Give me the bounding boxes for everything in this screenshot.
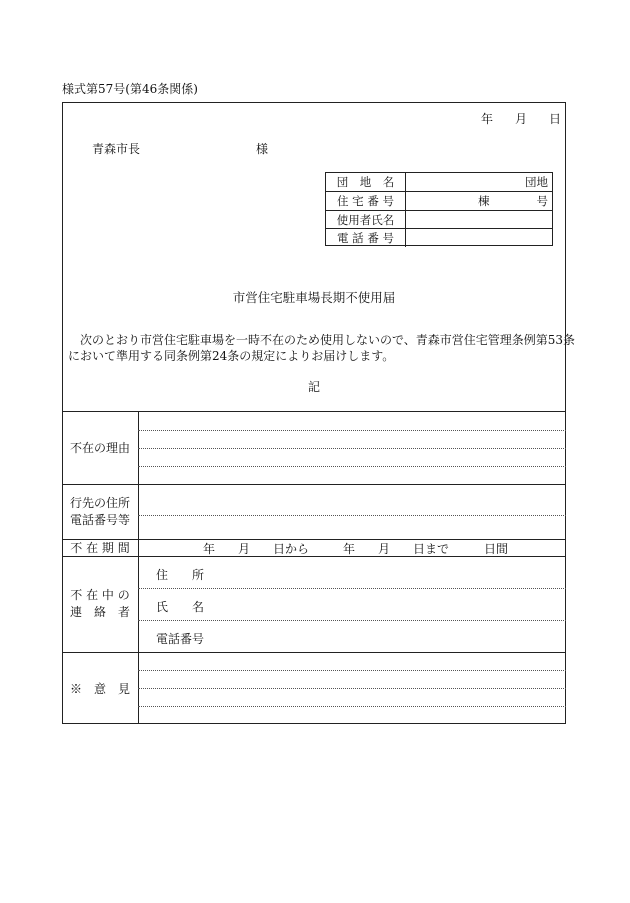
reason-line-3[interactable] [138,466,566,467]
phone-label: 電 話 番 号 [326,229,406,247]
body-text-line1: 次のとおり市営住宅駐車場を一時不在のため使用しないので、青森市営住宅管理条例第53条 [68,333,576,347]
building-suffix: 棟 [478,194,490,208]
danchi-label: 団 地 名 [326,173,406,191]
label-column-divider [138,411,139,724]
period-end-month: 月 [378,542,391,556]
house-number-label: 住 宅 番 号 [326,192,406,210]
ki-label: 記 [307,380,320,394]
form-number-label: 様式第57号(第46条関係) [62,82,198,96]
destination-label-line1: 行先の住所 [69,496,130,510]
danchi-field[interactable] [406,173,552,191]
opinion-line-2[interactable] [138,688,566,689]
period-end-day: 日まで [413,542,450,556]
applicant-info-table [325,172,553,246]
applicant-row-phone [326,228,552,247]
phone-field[interactable] [406,229,552,247]
contact-line-1[interactable] [138,588,566,589]
user-name-label: 使用者氏名 [326,211,406,229]
opinion-line-3[interactable] [138,706,566,707]
applicant-row-name [326,210,552,229]
date-month-label: 月 [515,112,528,126]
reason-line-1[interactable] [138,430,566,431]
user-name-field[interactable] [406,211,552,229]
opinion-line-1[interactable] [138,670,566,671]
body-text-line2: において準用する同条例第24条の規定によりお届けします。 [68,349,395,363]
danchi-suffix: 団地 [525,175,548,189]
contact-label-line2: 連 絡 者 [69,605,130,619]
contact-label-line1: 不 在 中 の [70,588,130,602]
period-label: 不 在 期 間 [70,541,130,555]
form-title: 市営住宅駐車場長期不使用届 [232,290,396,305]
period-end-year: 年 [343,542,356,556]
destination-label-line2: 電話番号等 [69,513,130,527]
applicant-row-danchi [326,173,552,191]
contact-line-2[interactable] [138,620,566,621]
destination-line-1[interactable] [138,515,566,516]
reason-line-2[interactable] [138,448,566,449]
date-year-label: 年 [481,112,494,126]
house-number-field[interactable] [406,192,552,210]
contact-phone-label: 電話番号 [156,632,205,646]
period-start-day: 日から [273,542,310,556]
period-start-year: 年 [203,542,216,556]
recipient-honorific: 様 [256,142,269,156]
contact-name-label: 氏 名 [156,600,205,614]
period-start-month: 月 [238,542,251,556]
contact-address-label: 住 所 [156,568,205,582]
recipient-name: 青森市長 [92,142,141,156]
reason-label: 不在の理由 [69,441,130,455]
date-day-label: 日 [549,112,562,126]
opinion-label: ※ 意 見 [69,682,130,696]
applicant-row-house [326,191,552,210]
room-suffix: 号 [536,194,548,208]
period-days: 日間 [484,542,509,556]
